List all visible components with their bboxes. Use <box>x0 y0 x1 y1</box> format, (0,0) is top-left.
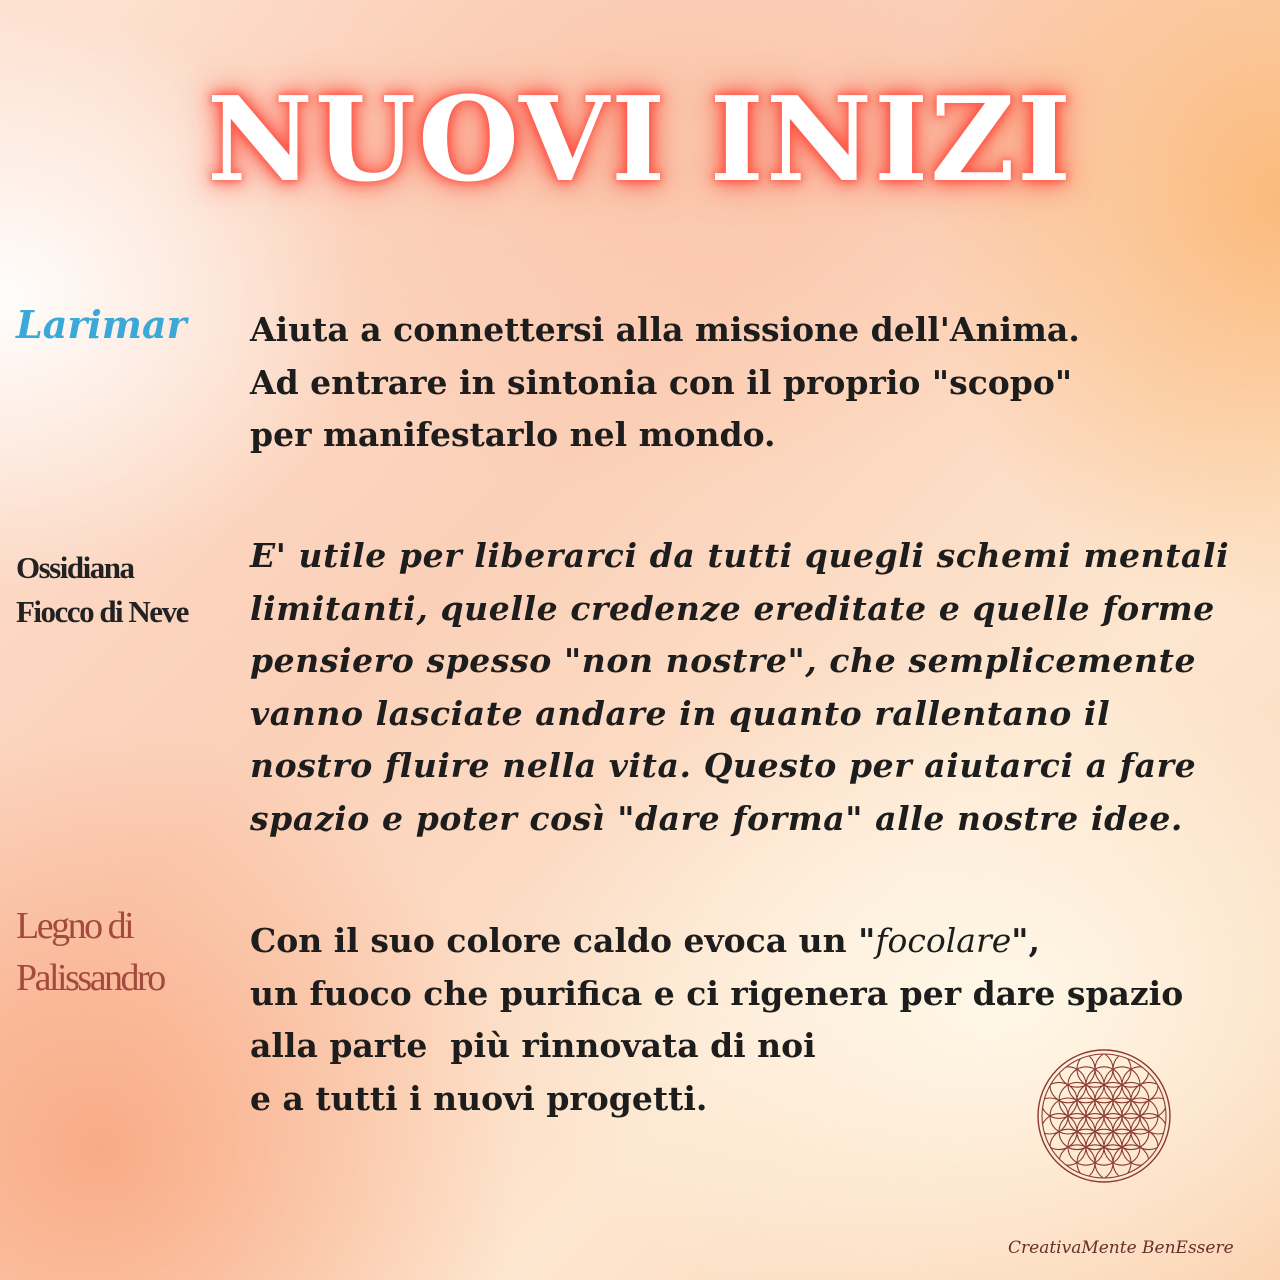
description-line: limitanti, quelle credenze ereditate e quelle forme <box>250 588 1215 628</box>
description-line: nostro fluire nella vita. Questo per aiutarci a fare <box>250 746 1197 785</box>
stone-label-palissandro <box>16 900 164 1004</box>
description-line: Ad entrare in sintonia con il proprio "scopo" <box>250 362 1073 402</box>
brand-signature: CreativaMente BenEssere <box>1008 1238 1234 1258</box>
emphasis-word: focolare <box>875 921 1012 960</box>
line-text: Con il suo colore caldo evoca un " <box>250 921 876 960</box>
stone-label-line: Ossidiana <box>16 550 134 585</box>
stone-description-larimar <box>250 304 1080 462</box>
stone-label-line: Fiocco di Neve <box>16 594 188 629</box>
description-line: spazio e poter così "dare forma" alle nostre idee. <box>250 798 1184 838</box>
stone-label-ossidiana <box>16 546 188 634</box>
description-line: pensiero spesso "non nostre", che semplicemente <box>250 641 1197 680</box>
description-line: per manifestarlo nel mondo. <box>250 415 776 454</box>
page-title: NUOVI INIZI <box>206 72 1074 208</box>
line-text: ", <box>1011 921 1040 960</box>
stone-label-line: Palissandro <box>16 957 164 999</box>
description-line: e a tutti i nuovi progetti. <box>250 1078 708 1118</box>
stone-description-ossidiana <box>250 530 1229 845</box>
description-line: Aiuta a connettersi alla missione dell'Anima. <box>250 310 1080 349</box>
description-line: un fuoco che purifica e ci rigenera per dare spazio <box>250 973 1184 1013</box>
description-line: vanno lasciate andare in quanto rallentano il <box>250 693 1111 733</box>
stone-label-line: Legno di <box>16 905 133 947</box>
stone-label-larimar: Larimar <box>16 302 187 347</box>
description-line <box>250 915 1183 968</box>
description-line: alla parte più rinnovata di noi <box>250 1026 816 1065</box>
flower-of-life-icon <box>1034 1046 1174 1186</box>
description-line: E' utile per liberarci da tutti quegli schemi mentali <box>250 536 1230 575</box>
